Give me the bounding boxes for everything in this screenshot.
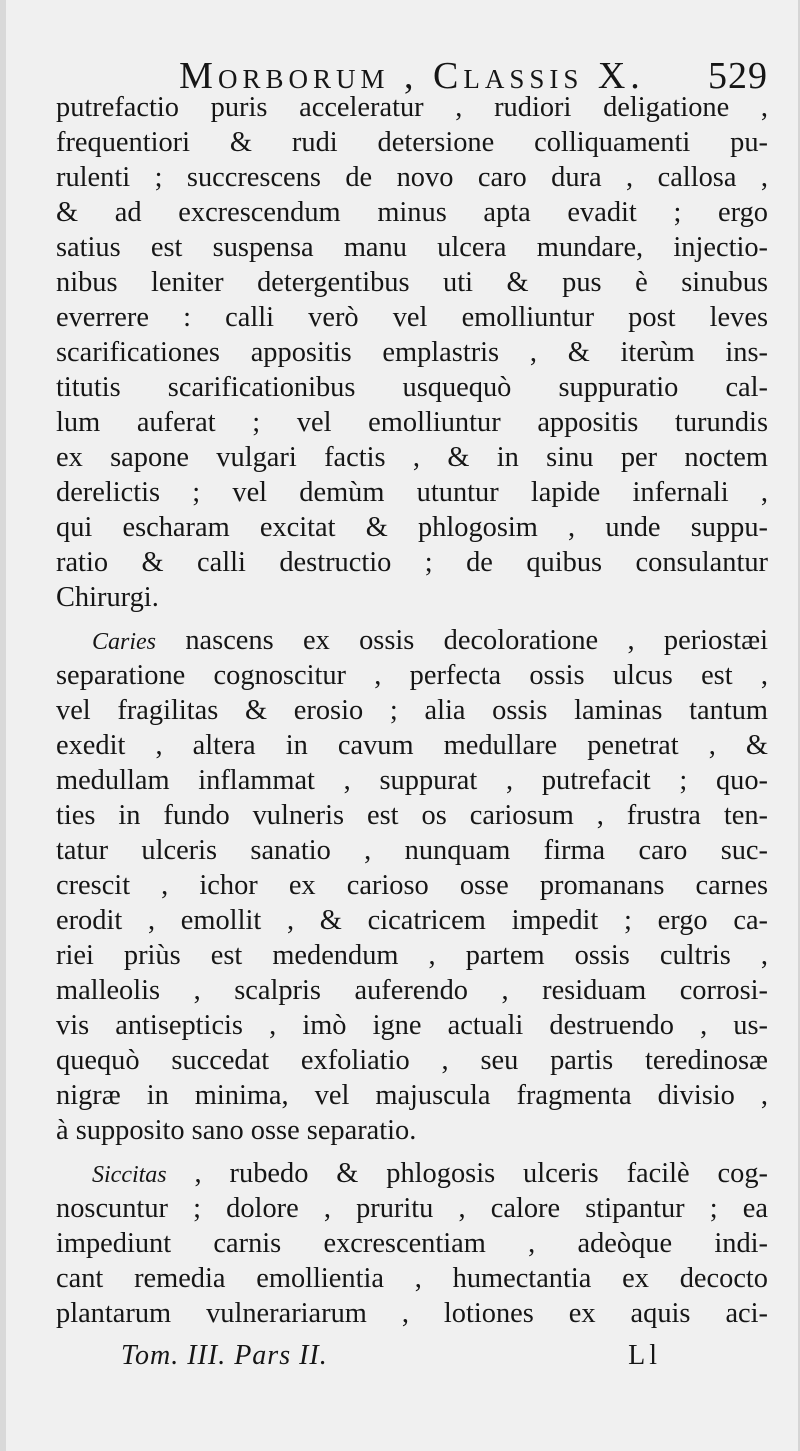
- paragraph-gap: [56, 1148, 768, 1156]
- page-footer: [121, 1340, 661, 1380]
- paragraph-putrefactio: [56, 90, 768, 615]
- text-line: lum auferat ; vel emolliuntur appositis turundis: [56, 407, 768, 438]
- text-line: plantarum vulnerariarum , lotiones ex aquis aci-: [56, 1298, 768, 1329]
- text-line: crescit , ichor ex carioso osse promanans carnes: [56, 870, 768, 901]
- siccitas-lead-word: Siccitas: [92, 1162, 167, 1188]
- text-line: derelictis ; vel demùm utuntur lapide infernali ,: [56, 477, 768, 508]
- text-line: qui escharam excitat & phlogosim , unde suppu-: [56, 512, 768, 543]
- text-line: frequentiori & rudi detersione colliquamenti pu-: [56, 127, 768, 158]
- text-line: rulenti ; succrescens de novo caro dura , callosa ,: [56, 162, 768, 193]
- text-line: riei priùs est medendum , partem ossis cultris ,: [56, 940, 768, 971]
- text-line: everrere : calli verò vel emolliuntur post leves: [56, 302, 768, 333]
- text-line: vel fragilitas & erosio ; alia ossis laminas tantum: [56, 695, 768, 726]
- text-line: nigræ in minima, vel majuscula fragmenta divisio ,: [56, 1080, 768, 1111]
- text-line: malleolis , scalpris auferendo , residuam corrosi-: [56, 975, 768, 1006]
- text-line: exedit , altera in cavum medullare penetrat , &: [56, 730, 768, 761]
- paragraph-caries: [56, 623, 768, 1148]
- text-line: impediunt carnis excrescentiam , adeòque indi-: [56, 1228, 768, 1259]
- gathering-signature: Ll: [628, 1340, 661, 1371]
- paragraph-siccitas: [56, 1156, 768, 1331]
- paragraph-gap: [56, 615, 768, 623]
- text-line: tatur ulceris sanatio , nunquam firma caro suc-: [56, 835, 768, 866]
- text-line: quequò succedat exfoliatio , seu partis teredinosæ: [56, 1045, 768, 1076]
- text-line: titutis scarificationibus usquequò suppuratio cal-: [56, 372, 768, 403]
- text-line: noscuntur ; dolore , pruritu , calore stipantur ; ea: [56, 1193, 768, 1224]
- text-line: erodit , emollit , & cicatricem impedit ; ergo ca-: [56, 905, 768, 936]
- text-line: vis antisepticis , imò igne actuali destruendo , us-: [56, 1010, 768, 1041]
- text-line: Chirurgi.: [56, 582, 159, 613]
- text-line: & ad excrescendum minus apta evadit ; ergo: [56, 197, 768, 228]
- text-line: scarificationes appositis emplastris , & iterùm ins-: [56, 337, 768, 368]
- text-line: cant remedia emollientia , humectantia ex decocto: [56, 1263, 768, 1294]
- volume-signature: Tom. III. Pars II.: [121, 1340, 328, 1371]
- text-line: [56, 1156, 768, 1191]
- text-line: putrefactio puris acceleratur , rudiori deligatione ,: [56, 92, 768, 123]
- running-header: [56, 38, 768, 98]
- text-line: ties in fundo vulneris est os cariosum , frustra ten-: [56, 800, 768, 831]
- page-number: 529: [708, 55, 768, 97]
- text-line: separatione cognoscitur , perfecta ossis ulcus est ,: [56, 660, 768, 691]
- text-line: [56, 623, 768, 658]
- running-title: Morborum , Classis X.: [179, 55, 645, 97]
- text-line: ratio & calli destructio ; de quibus consulantur: [56, 547, 768, 578]
- caries-first-line: nascens ex ossis decoloratione , periostæi: [156, 625, 768, 656]
- text-line: satius est suspensa manu ulcera mundare, injectio-: [56, 232, 768, 263]
- siccitas-first-line: , rubedo & phlogosis ulceris facilè cog-: [166, 1158, 768, 1189]
- text-line: medullam inflammat , suppurat , putrefacit ; quo-: [56, 765, 768, 796]
- body-text: [56, 90, 768, 1331]
- text-line: nibus leniter detergentibus uti & pus è sinubus: [56, 267, 768, 298]
- caries-lead-word: Caries: [92, 629, 157, 655]
- text-line: à supposito sano osse separatio.: [56, 1115, 417, 1146]
- text-line: ex sapone vulgari factis , & in sinu per noctem: [56, 442, 768, 473]
